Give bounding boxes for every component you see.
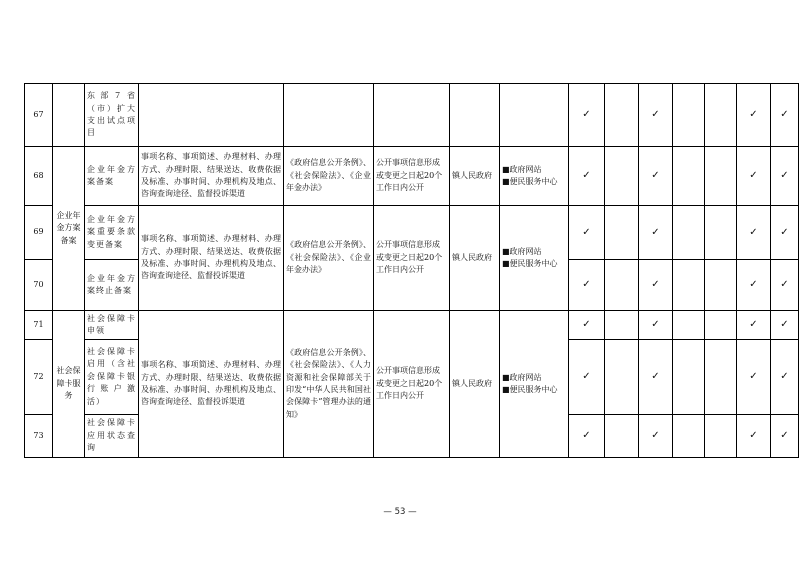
- channel-website: ■政府网站: [502, 164, 542, 174]
- item-name: 企业年金方案备案: [85, 147, 139, 206]
- check-mark: ✓: [639, 340, 673, 415]
- table-row: [25, 206, 799, 260]
- channel-cell: [500, 206, 569, 311]
- item-name: 企业年金方案终止备案: [85, 260, 139, 311]
- channel-service-center: ■便民服务中心: [502, 177, 558, 186]
- check-mark: ✓: [771, 147, 799, 206]
- item-name: 社会保障卡应用状态查询: [85, 415, 139, 458]
- check-mark: ✓: [737, 311, 771, 340]
- empty-cell: [605, 415, 639, 458]
- empty-cell: [605, 260, 639, 311]
- time-cell: 公开事项信息形成或变更之日起20个工作日内公开: [374, 147, 450, 206]
- page-number: — 53 —: [383, 507, 417, 517]
- subject-cell: 镇人民政府: [450, 147, 500, 206]
- check-mark: ✓: [771, 311, 799, 340]
- empty-cell: [605, 311, 639, 340]
- row-number: 70: [25, 260, 53, 311]
- check-mark: ✓: [737, 84, 771, 147]
- item-name: 社会保障卡申领: [85, 311, 139, 340]
- check-mark: ✓: [639, 260, 673, 311]
- time-cell: 公开事项信息形成或变更之日起20个工作日内公开: [374, 206, 450, 311]
- channel-website: ■政府网站: [502, 372, 542, 382]
- table-row: [25, 84, 799, 147]
- channel-service-center: ■便民服务中心: [502, 385, 558, 394]
- check-mark: ✓: [771, 206, 799, 260]
- empty-cell: [605, 340, 639, 415]
- time-cell: [374, 84, 450, 147]
- check-mark: ✓: [639, 206, 673, 260]
- empty-cell: [705, 206, 737, 260]
- empty-cell: [705, 311, 737, 340]
- empty-cell: [605, 147, 639, 206]
- table-row: [25, 311, 799, 340]
- check-mark: ✓: [639, 147, 673, 206]
- empty-cell: [705, 84, 737, 147]
- check-mark: ✓: [771, 260, 799, 311]
- empty-cell: [705, 340, 737, 415]
- check-mark: ✓: [639, 311, 673, 340]
- item-name: 企业年金方案重要条款变更备案: [85, 206, 139, 260]
- empty-cell: [673, 260, 705, 311]
- empty-cell: [673, 340, 705, 415]
- empty-cell: [673, 311, 705, 340]
- empty-cell: [605, 206, 639, 260]
- subject-cell: [450, 84, 500, 147]
- row-number: 73: [25, 415, 53, 458]
- check-mark: ✓: [569, 147, 605, 206]
- channel-website: ■政府网站: [502, 246, 542, 256]
- check-mark: ✓: [639, 415, 673, 458]
- time-cell: 公开事项信息形成或变更之日起20个工作日内公开: [374, 311, 450, 458]
- row-number: 71: [25, 311, 53, 340]
- disclosure-table: [24, 83, 799, 458]
- check-mark: ✓: [639, 84, 673, 147]
- channel-cell: [500, 84, 569, 147]
- empty-cell: [673, 147, 705, 206]
- empty-cell: [705, 415, 737, 458]
- row-number: 72: [25, 340, 53, 415]
- check-mark: ✓: [737, 415, 771, 458]
- check-mark: ✓: [569, 415, 605, 458]
- check-mark: ✓: [569, 260, 605, 311]
- basis-cell: [284, 84, 374, 147]
- content-cell: 事项名称、事项简述、办理材料、办理方式、办理时限、结果送达、收费依据及标准、办事时间、办理机构及地点、咨询查询途径、监督投诉渠道: [139, 206, 284, 311]
- check-mark: ✓: [771, 84, 799, 147]
- empty-cell: [673, 415, 705, 458]
- category-cell: [53, 84, 85, 147]
- basis-cell: 《政府信息公开条例》、《社会保险法》、《企业年金办法》: [284, 147, 374, 206]
- channel-cell: [500, 311, 569, 458]
- category-social-security-card: 社会保障卡服务: [53, 311, 85, 458]
- check-mark: ✓: [569, 84, 605, 147]
- check-mark: ✓: [771, 415, 799, 458]
- subject-cell: 镇人民政府: [450, 206, 500, 311]
- row-number: 69: [25, 206, 53, 260]
- item-name: 社会保障卡启用（含社会保障卡银行账户激活）: [85, 340, 139, 415]
- subject-cell: 镇人民政府: [450, 311, 500, 458]
- channel-cell: [500, 147, 569, 206]
- item-name: 东部７省（市）扩大支出试点项目: [85, 84, 139, 147]
- empty-cell: [673, 206, 705, 260]
- basis-cell: 《政府信息公开条例》、《社会保险法》、《企业年金办法》: [284, 206, 374, 311]
- check-mark: ✓: [737, 340, 771, 415]
- check-mark: ✓: [737, 147, 771, 206]
- check-mark: ✓: [737, 260, 771, 311]
- row-number: 67: [25, 84, 53, 147]
- check-mark: ✓: [771, 340, 799, 415]
- content-cell: 事项名称、事项简述、办理材料、办理方式、办理时限、结果送达、收费依据及标准、办事时间、办理机构及地点、咨询查询途径、监督投诉渠道: [139, 311, 284, 458]
- check-mark: ✓: [737, 206, 771, 260]
- check-mark: ✓: [569, 206, 605, 260]
- category-enterprise-annuity: 企业年金方案备案: [53, 147, 85, 311]
- channel-service-center: ■便民服务中心: [502, 259, 558, 268]
- check-mark: ✓: [569, 311, 605, 340]
- content-cell: [139, 84, 284, 147]
- empty-cell: [605, 84, 639, 147]
- empty-cell: [705, 147, 737, 206]
- content-cell: 事项名称、事项简述、办理材料、办理方式、办理时限、结果送达、收费依据及标准、办事时间、办理机构及地点、咨询查询途径、监督投诉渠道: [139, 147, 284, 206]
- row-number: 68: [25, 147, 53, 206]
- basis-cell: 《政府信息公开条例》、《社会保险法》、《人力资源和社会保障部关于印发“中华人民共和国社会保障卡”管理办法的通知》: [284, 311, 374, 458]
- empty-cell: [673, 84, 705, 147]
- empty-cell: [705, 260, 737, 311]
- table-row: [25, 147, 799, 206]
- check-mark: ✓: [569, 340, 605, 415]
